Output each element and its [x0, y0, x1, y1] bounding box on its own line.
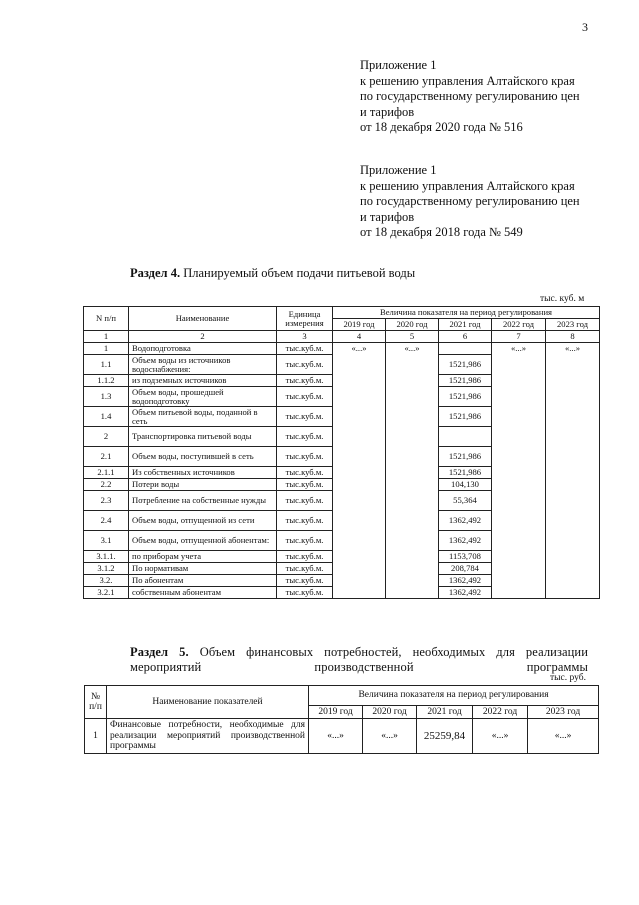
value-2021 — [439, 427, 492, 447]
header-period: Величина показателя на период регулирования — [309, 686, 599, 706]
value-2021: 1521,986 — [439, 407, 492, 427]
row-num: 2.1 — [84, 447, 129, 467]
appendix-line: Приложение 1 — [360, 163, 437, 177]
value-2021: 1362,492 — [439, 575, 492, 587]
row-name: Объем воды, отпущенной абонентам: — [129, 531, 277, 551]
row-num: 3.1.2 — [84, 563, 129, 575]
section4-units: тыс. куб. м — [540, 294, 585, 304]
value-2021: 25259,84 — [417, 719, 473, 754]
row-unit: тыс.куб.м. — [277, 467, 333, 479]
row-num: 1 — [84, 343, 129, 355]
value-2021: 55,364 — [439, 491, 492, 511]
col-number: 5 — [386, 331, 439, 343]
appendix-line: и тарифов — [360, 209, 415, 224]
row-name: По нормативам — [129, 563, 277, 575]
header-num: N п/п — [84, 307, 129, 331]
row-name: Объем воды, прошедшей водоподготовку — [129, 387, 277, 407]
header-year: 2020 год — [363, 706, 417, 719]
row-name: Потери воды — [129, 479, 277, 491]
value-2020: «...» — [363, 719, 417, 754]
empty-column-2020 — [386, 355, 439, 599]
section4-title: Планируемый объем подачи питьевой воды — [183, 266, 416, 280]
row-unit: тыс.куб.м. — [277, 563, 333, 575]
col-number: 3 — [277, 331, 333, 343]
header-year: 2019 год — [333, 319, 386, 331]
header-year: 2023 год — [546, 319, 600, 331]
value-2021: 1521,986 — [439, 387, 492, 407]
value-2023: «...» — [528, 719, 599, 754]
col-number: 6 — [439, 331, 492, 343]
row-unit: тыс.куб.м. — [277, 427, 333, 447]
header-name: Наименование — [129, 307, 277, 331]
section4-heading — [130, 266, 415, 281]
header-year: 2019 год — [309, 706, 363, 719]
row-num: 2.1.1 — [84, 467, 129, 479]
row-name: по приборам учета — [129, 551, 277, 563]
row-unit: тыс.куб.м. — [277, 575, 333, 587]
row-num: 3.2. — [84, 575, 129, 587]
value-2020: «...» — [386, 343, 439, 355]
appendix-line: по государственному регулированию цен — [360, 89, 580, 103]
row-num: 3.1 — [84, 531, 129, 551]
value-2021: 104,130 — [439, 479, 492, 491]
section5-table — [84, 685, 599, 754]
row-unit: тыс.куб.м. — [277, 343, 333, 355]
section4-table — [83, 306, 600, 599]
value-2021: 1362,492 — [439, 587, 492, 599]
value-2021: 1521,986 — [439, 375, 492, 387]
table-row — [84, 343, 600, 355]
appendix-note-2018 — [360, 163, 580, 241]
col-number: 4 — [333, 331, 386, 343]
appendix-line: от 18 декабря 2018 года № 549 — [360, 225, 523, 239]
header-name: Наименование показателей — [107, 686, 309, 719]
row-num: 2.2 — [84, 479, 129, 491]
row-num: 2.3 — [84, 491, 129, 511]
row-num: 1.4 — [84, 407, 129, 427]
row-name: Объем питьевой воды, поданной в сеть — [129, 407, 277, 427]
appendix-note-2020 — [360, 58, 580, 136]
row-unit: тыс.куб.м. — [277, 511, 333, 531]
header-year: 2022 год — [492, 319, 546, 331]
value-2022: «...» — [473, 719, 528, 754]
row-unit: тыс.куб.м. — [277, 587, 333, 599]
value-2021: 1521,986 — [439, 355, 492, 375]
appendix-line: Приложение 1 — [360, 58, 437, 72]
row-name: собственным абонентам — [129, 587, 277, 599]
col-number: 8 — [546, 331, 600, 343]
section5-title: Объем финансовых потребностей, необходимых для реализации мероприятий производственной программы — [130, 645, 589, 674]
empty-column-2023 — [546, 355, 600, 599]
column-numbers-row — [84, 331, 600, 343]
row-num: 1 — [85, 719, 107, 754]
empty-column-2019 — [333, 355, 386, 599]
header-year: 2021 год — [417, 706, 473, 719]
appendix-line: к решению управления Алтайского края — [360, 178, 575, 193]
row-name: Финансовые потребности, необходимые для реализации мероприятий производственной программы — [107, 719, 309, 754]
col-number: 1 — [84, 331, 129, 343]
row-unit: тыс.куб.м. — [277, 407, 333, 427]
section5-label: Раздел 5. — [130, 645, 189, 659]
value-2021: 1362,492 — [439, 511, 492, 531]
value-2022: «...» — [492, 343, 546, 355]
row-num: 3.2.1 — [84, 587, 129, 599]
appendix-line: от 18 декабря 2020 года № 516 — [360, 120, 523, 134]
value-2021 — [439, 343, 492, 355]
header-year: 2020 год — [386, 319, 439, 331]
section5-heading — [130, 645, 588, 675]
row-name: Водоподготовка — [129, 343, 277, 355]
row-num: 2.4 — [84, 511, 129, 531]
value-2021: 1521,986 — [439, 467, 492, 479]
value-2021: 1153,708 — [439, 551, 492, 563]
page-number: 3 — [582, 20, 588, 34]
header-unit: Единица измерения — [277, 307, 333, 331]
row-name: Объем воды, отпущенной из сети — [129, 511, 277, 531]
row-unit: тыс.куб.м. — [277, 491, 333, 511]
table-row — [84, 355, 600, 375]
row-unit: тыс.куб.м. — [277, 531, 333, 551]
appendix-line: к решению управления Алтайского края — [360, 73, 575, 88]
header-period: Величина показателя на период регулирования — [333, 307, 600, 319]
row-num: 1.3 — [84, 387, 129, 407]
col-number: 2 — [129, 331, 277, 343]
value-2023: «...» — [546, 343, 600, 355]
table-row — [85, 719, 599, 754]
row-name: из подземных источников — [129, 375, 277, 387]
row-num: 1.1 — [84, 355, 129, 375]
appendix-line: и тарифов — [360, 104, 415, 119]
header-year: 2022 год — [473, 706, 528, 719]
value-2019: «...» — [333, 343, 386, 355]
appendix-line: по государственному регулированию цен — [360, 194, 580, 208]
col-number: 7 — [492, 331, 546, 343]
row-unit: тыс.куб.м. — [277, 355, 333, 375]
row-num: 3.1.1. — [84, 551, 129, 563]
section5-units: тыс. руб. — [550, 673, 586, 683]
value-2021: 1521,986 — [439, 447, 492, 467]
row-unit: тыс.куб.м. — [277, 375, 333, 387]
header-year: 2023 год — [528, 706, 599, 719]
row-unit: тыс.куб.м. — [277, 447, 333, 467]
header-num: № п/п — [85, 686, 107, 719]
row-unit: тыс.куб.м. — [277, 479, 333, 491]
header-year: 2021 год — [439, 319, 492, 331]
row-name: Из собственных источников — [129, 467, 277, 479]
row-num: 1.1.2 — [84, 375, 129, 387]
row-name: По абонентам — [129, 575, 277, 587]
value-2021: 208,784 — [439, 563, 492, 575]
row-unit: тыс.куб.м. — [277, 387, 333, 407]
row-unit: тыс.куб.м. — [277, 551, 333, 563]
row-name: Объем воды, поступившей в сеть — [129, 447, 277, 467]
row-name: Объем воды из источников водоснабжения: — [129, 355, 277, 375]
section4-label: Раздел 4. — [130, 266, 181, 280]
row-name: Транспортировка питьевой воды — [129, 427, 277, 447]
empty-column-2022 — [492, 355, 546, 599]
value-2019: «...» — [309, 719, 363, 754]
row-num: 2 — [84, 427, 129, 447]
value-2021: 1362,492 — [439, 531, 492, 551]
row-name: Потребление на собственные нужды — [129, 491, 277, 511]
